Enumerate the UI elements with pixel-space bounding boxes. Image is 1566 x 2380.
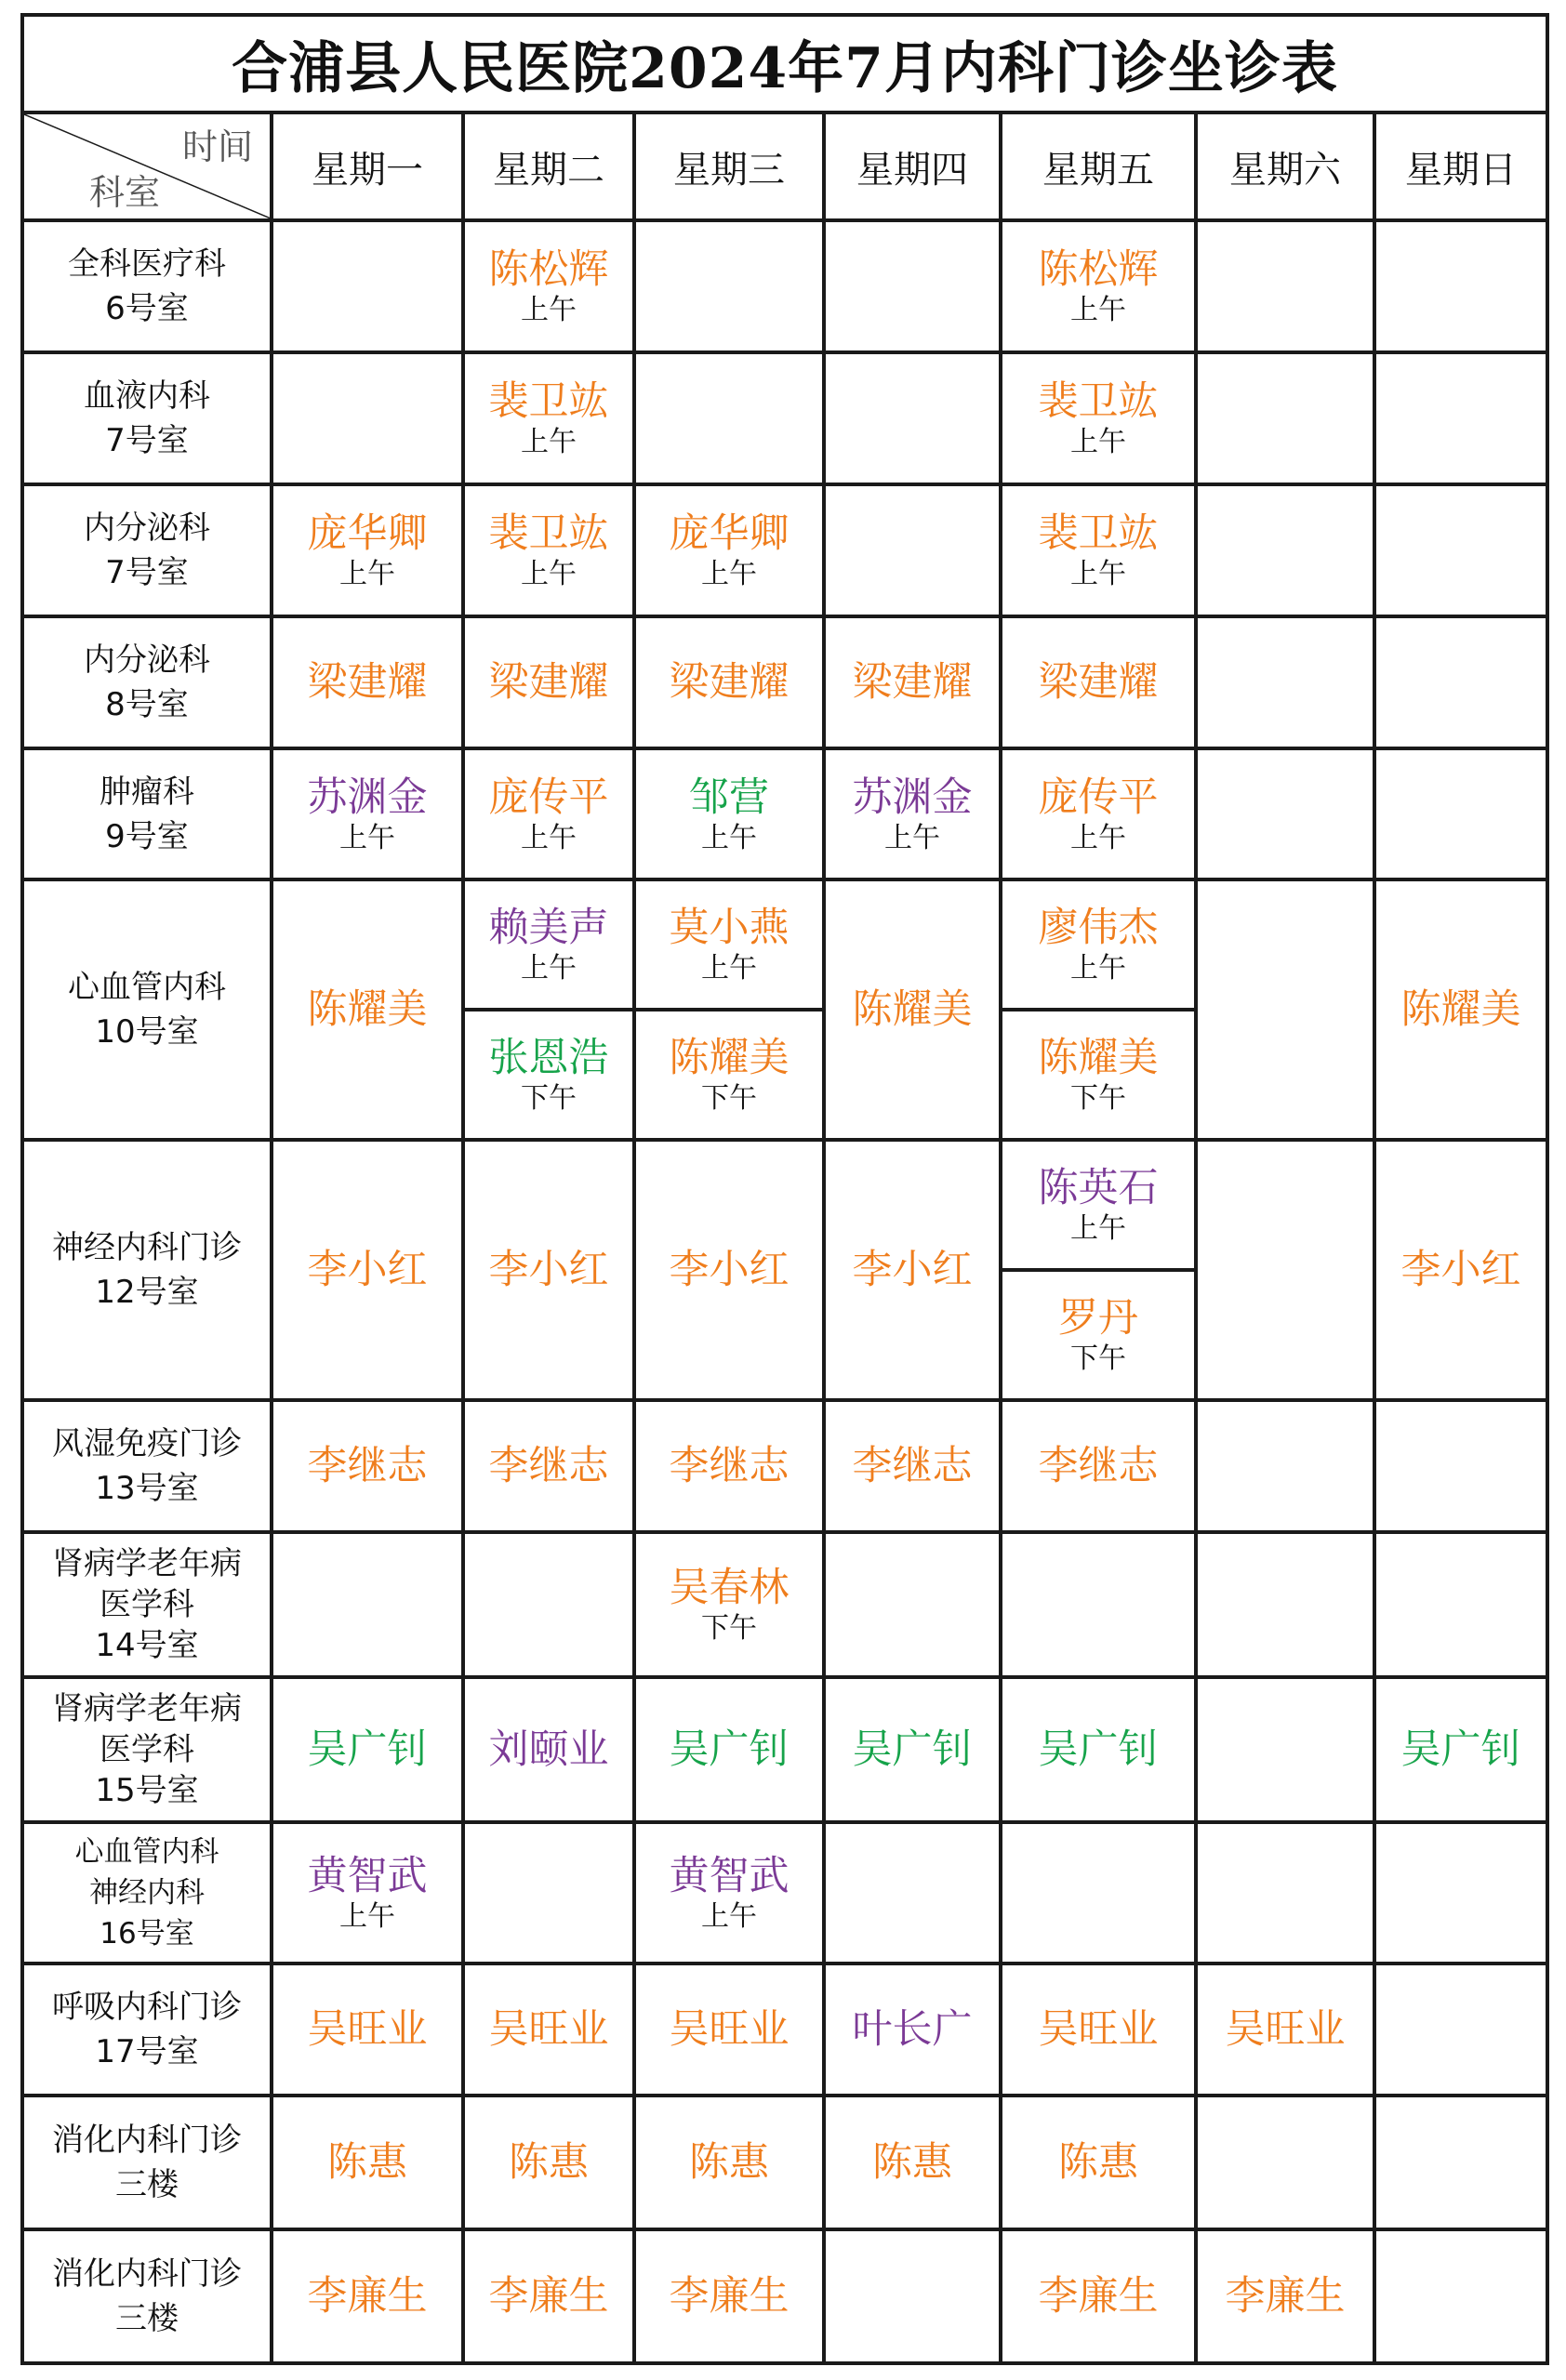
schedule-cell: [1196, 1140, 1374, 1400]
schedule-cell: [824, 1400, 1001, 1532]
schedule-cell: [1374, 2096, 1547, 2229]
schedule-row: [22, 484, 1547, 616]
schedule-cell: [1374, 484, 1547, 616]
schedule-cell: [824, 1964, 1001, 2096]
schedule-cell: [1374, 1964, 1547, 2096]
department-label-line: 医学科: [100, 1731, 194, 1769]
department-label-line: 消化内科门诊: [52, 2254, 242, 2293]
session-time: 上午: [339, 821, 395, 854]
doctor-name: 叶长广: [852, 2006, 973, 2054]
session-time: 下午: [701, 1611, 757, 1645]
department-label-line: 9号室: [105, 817, 189, 855]
schedule-cell: [634, 352, 824, 484]
schedule-cell: [634, 879, 824, 1010]
schedule-row: [22, 879, 1547, 1010]
schedule-cell: [272, 1532, 463, 1677]
session-time: 上午: [521, 293, 577, 326]
schedule-cell: [463, 748, 634, 880]
day-header: 星期五: [1001, 112, 1196, 220]
doctor-name: 李廉生: [307, 2272, 428, 2320]
schedule-cell: [1001, 748, 1196, 880]
schedule-cell: [1196, 1964, 1374, 2096]
doctor-name: 张恩浩: [488, 1035, 609, 1082]
session-time: 上午: [339, 557, 395, 590]
doctor-name: 陈松辉: [488, 245, 609, 293]
session-time: 下午: [1070, 1342, 1126, 1376]
doctor-name: 苏渊金: [852, 774, 973, 821]
header-row: [22, 112, 1547, 220]
schedule-row: [22, 220, 1547, 352]
schedule-cell: [1196, 1532, 1374, 1677]
department-label-line: 心血管内科: [68, 969, 226, 1007]
schedule-cell: [1196, 616, 1374, 748]
session-time: 下午: [521, 1082, 577, 1116]
schedule-row: [22, 1964, 1547, 2096]
doctor-name: 梁建耀: [1038, 658, 1159, 706]
doctor-name: 吴广钊: [669, 1726, 790, 1774]
department-label-line: 风湿免疫门诊: [52, 1424, 242, 1462]
session-time: 上午: [521, 557, 577, 590]
schedule-cell: [272, 484, 463, 616]
department-label-line: 17号室: [95, 2033, 199, 2071]
schedule-cell: [824, 616, 1001, 748]
schedule-cell: [1196, 1677, 1374, 1822]
doctor-name: 吴广钊: [852, 1726, 973, 1774]
doctor-name: 吴旺业: [1225, 2006, 1346, 2054]
department-label-line: 全科医疗科: [68, 245, 226, 283]
schedule-cell: [1196, 1400, 1374, 1532]
doctor-name: 陈惠: [1058, 2138, 1138, 2186]
doctor-name: 李继志: [488, 1442, 609, 1489]
schedule-cell: [1001, 1270, 1196, 1400]
schedule-cell: [634, 2229, 824, 2363]
doctor-name: 邹营: [689, 774, 769, 821]
doctor-name: 陈惠: [872, 2138, 952, 2186]
schedule-cell: [272, 879, 463, 1140]
doctor-name: 李廉生: [488, 2272, 609, 2320]
schedule-cell: [272, 1400, 463, 1532]
schedule-cell: [634, 2096, 824, 2229]
day-header: 星期六: [1196, 112, 1374, 220]
doctor-name: 裴卫竑: [488, 509, 609, 557]
schedule-cell: [1001, 879, 1196, 1010]
schedule-cell: [1001, 484, 1196, 616]
doctor-name: 李廉生: [1038, 2272, 1159, 2320]
schedule-cell: [1374, 1140, 1547, 1400]
department-label-line: 内分泌科: [84, 641, 210, 679]
department-cell: [22, 879, 272, 1140]
schedule-row: [22, 352, 1547, 484]
doctor-name: 李小红: [669, 1247, 790, 1294]
schedule-cell: [634, 484, 824, 616]
schedule-cell: [1001, 2096, 1196, 2229]
department-label-line: 15号室: [95, 1772, 199, 1810]
doctor-name: 苏渊金: [307, 774, 428, 821]
schedule-cell: [824, 352, 1001, 484]
department-cell: [22, 1822, 272, 1964]
doctor-name: 黄智武: [307, 1853, 428, 1900]
schedule-cell: [824, 879, 1001, 1140]
department-cell: [22, 748, 272, 880]
schedule-cell: [1001, 1964, 1196, 2096]
doctor-name: 廖伟杰: [1038, 905, 1159, 952]
schedule-cell: [272, 1140, 463, 1400]
department-cell: [22, 616, 272, 748]
doctor-name: 陈惠: [327, 2138, 407, 2186]
corner-dept-label: 科室: [89, 171, 161, 213]
doctor-name: 陈耀美: [669, 1035, 790, 1082]
department-label-line: 呼吸内科门诊: [52, 1989, 242, 2027]
department-cell: [22, 1677, 272, 1822]
doctor-name: 陈耀美: [1400, 986, 1521, 1034]
department-label-line: 7号室: [105, 421, 189, 459]
schedule-cell: [463, 1677, 634, 1822]
schedule-cell: [1001, 1532, 1196, 1677]
doctor-name: 梁建耀: [669, 658, 790, 706]
corner-cell: [22, 112, 272, 220]
schedule-cell: [463, 1400, 634, 1532]
doctor-name: 刘颐业: [488, 1726, 609, 1774]
schedule-cell: [1374, 1822, 1547, 1964]
schedule-cell: [634, 748, 824, 880]
session-time: 上午: [1070, 557, 1126, 590]
schedule-cell: [634, 616, 824, 748]
session-time: 上午: [701, 821, 757, 854]
schedule-cell: [1001, 2229, 1196, 2363]
doctor-name: 吴旺业: [488, 2006, 609, 2054]
schedule-cell: [824, 2229, 1001, 2363]
session-time: 上午: [701, 952, 757, 985]
doctor-name: 庞华卿: [669, 509, 790, 557]
department-cell: [22, 1140, 272, 1400]
schedule-cell: [1374, 1532, 1547, 1677]
doctor-name: 陈英石: [1038, 1165, 1159, 1212]
department-cell: [22, 352, 272, 484]
session-time: 上午: [521, 952, 577, 985]
schedule-cell: [1196, 2229, 1374, 2363]
doctor-name: 吴广钊: [1400, 1726, 1521, 1774]
doctor-name: 陈惠: [689, 2138, 769, 2186]
schedule-cell: [1196, 1822, 1374, 1964]
schedule-cell: [824, 2096, 1001, 2229]
schedule-row: [22, 2096, 1547, 2229]
schedule-row: [22, 1677, 1547, 1822]
session-time: 下午: [701, 1082, 757, 1116]
session-time: 上午: [521, 821, 577, 854]
department-label-line: 8号室: [105, 685, 189, 723]
schedule-cell: [272, 1964, 463, 2096]
schedule-row: [22, 1400, 1547, 1532]
schedule-cell: [272, 220, 463, 352]
doctor-name: 李继志: [307, 1442, 428, 1489]
schedule-cell: [463, 1964, 634, 2096]
doctor-name: 裴卫竑: [488, 377, 609, 425]
schedule-cell: [272, 1822, 463, 1964]
doctor-name: 梁建耀: [307, 658, 428, 706]
department-cell: [22, 484, 272, 616]
schedule-cell: [634, 220, 824, 352]
department-cell: [22, 220, 272, 352]
doctor-name: 李小红: [307, 1247, 428, 1294]
doctor-name: 李廉生: [669, 2272, 790, 2320]
department-label-line: 肿瘤科: [100, 773, 194, 811]
department-label-line: 肾病学老年病: [52, 1690, 242, 1728]
schedule-cell: [463, 352, 634, 484]
doctor-name: 吴春林: [669, 1564, 790, 1611]
day-header: 星期二: [463, 112, 634, 220]
day-header: 星期日: [1374, 112, 1547, 220]
doctor-name: 李继志: [852, 1442, 973, 1489]
schedule-cell: [634, 1822, 824, 1964]
schedule-cell: [1374, 2229, 1547, 2363]
schedule-row: [22, 1822, 1547, 1964]
schedule-cell: [463, 616, 634, 748]
department-label-line: 12号室: [95, 1274, 199, 1312]
department-label-line: 神经内科门诊: [52, 1229, 242, 1267]
schedule-cell: [1196, 879, 1374, 1140]
day-header: 星期三: [634, 112, 824, 220]
doctor-name: 李继志: [669, 1442, 790, 1489]
corner-time-label: 时间: [181, 126, 253, 168]
doctor-name: 陈耀美: [852, 986, 973, 1034]
doctor-name: 吴旺业: [307, 2006, 428, 2054]
department-label-line: 血液内科: [84, 377, 210, 415]
day-header: 星期一: [272, 112, 463, 220]
schedule-cell: [634, 1964, 824, 2096]
schedule-row: [22, 616, 1547, 748]
schedule-sheet: [20, 13, 1546, 2365]
doctor-name: 裴卫竑: [1038, 377, 1159, 425]
department-label-line: 三楼: [115, 2299, 179, 2337]
department-label-line: 16号室: [100, 1917, 194, 1951]
doctor-name: 梁建耀: [488, 658, 609, 706]
department-label-line: 10号室: [95, 1013, 199, 1051]
doctor-name: 庞华卿: [307, 509, 428, 557]
department-label-line: 肾病学老年病: [52, 1544, 242, 1582]
department-label-line: 14号室: [95, 1626, 199, 1664]
doctor-name: 李小红: [852, 1247, 973, 1294]
schedule-cell: [1374, 352, 1547, 484]
doctor-name: 陈耀美: [307, 986, 428, 1034]
schedule-cell: [463, 1532, 634, 1677]
doctor-name: 庞传平: [1038, 774, 1159, 821]
doctor-name: 陈惠: [509, 2138, 589, 2186]
department-label-line: 神经内科: [89, 1876, 205, 1911]
schedule-cell: [634, 1677, 824, 1822]
schedule-cell: [1374, 1677, 1547, 1822]
doctor-name: 吴广钊: [307, 1726, 428, 1774]
doctor-name: 梁建耀: [852, 658, 973, 706]
schedule-cell: [463, 1010, 634, 1140]
doctor-name: 李继志: [1038, 1442, 1159, 1489]
schedule-cell: [272, 2096, 463, 2229]
session-time: 上午: [339, 1900, 395, 1934]
schedule-cell: [463, 220, 634, 352]
session-time: 上午: [1070, 952, 1126, 985]
schedule-cell: [634, 1140, 824, 1400]
doctor-name: 陈耀美: [1038, 1035, 1159, 1082]
schedule-cell: [1196, 2096, 1374, 2229]
schedule-cell: [1196, 748, 1374, 880]
doctor-name: 庞传平: [488, 774, 609, 821]
schedule-row: [22, 2229, 1547, 2363]
doctor-name: 吴旺业: [1038, 2006, 1159, 2054]
schedule-cell: [463, 484, 634, 616]
schedule-table: [20, 13, 1549, 2365]
schedule-cell: [1001, 1822, 1196, 1964]
doctor-name: 黄智武: [669, 1853, 790, 1900]
doctor-name: 李小红: [1400, 1247, 1521, 1294]
page-title: 合浦县人民医院2024年7月内科门诊坐诊表: [22, 15, 1547, 112]
schedule-cell: [463, 1822, 634, 1964]
schedule-cell: [272, 2229, 463, 2363]
session-time: 上午: [884, 821, 940, 854]
schedule-row: [22, 1140, 1547, 1270]
schedule-cell: [824, 1532, 1001, 1677]
schedule-cell: [1001, 1140, 1196, 1270]
department-label-line: 13号室: [95, 1469, 199, 1507]
schedule-cell: [1001, 616, 1196, 748]
title-row: [22, 15, 1547, 112]
session-time: 上午: [1070, 821, 1126, 854]
schedule-cell: [634, 1532, 824, 1677]
schedule-cell: [1374, 879, 1547, 1140]
department-label-line: 7号室: [105, 553, 189, 591]
schedule-cell: [1374, 1400, 1547, 1532]
schedule-cell: [1001, 1400, 1196, 1532]
schedule-cell: [272, 1677, 463, 1822]
doctor-name: 李小红: [488, 1247, 609, 1294]
schedule-cell: [272, 748, 463, 880]
schedule-cell: [1196, 220, 1374, 352]
session-time: 上午: [1070, 293, 1126, 326]
schedule-cell: [1001, 1010, 1196, 1140]
schedule-cell: [824, 1677, 1001, 1822]
department-cell: [22, 2096, 272, 2229]
schedule-cell: [1001, 1677, 1196, 1822]
doctor-name: 吴广钊: [1038, 1726, 1159, 1774]
schedule-cell: [1001, 220, 1196, 352]
session-time: 下午: [1070, 1082, 1126, 1116]
schedule-cell: [824, 1140, 1001, 1400]
schedule-cell: [463, 1140, 634, 1400]
doctor-name: 裴卫竑: [1038, 509, 1159, 557]
session-time: 上午: [701, 557, 757, 590]
department-label-line: 三楼: [115, 2165, 179, 2203]
schedule-cell: [1374, 220, 1547, 352]
department-cell: [22, 1400, 272, 1532]
schedule-cell: [463, 2229, 634, 2363]
department-label-line: 6号室: [105, 289, 189, 327]
doctor-name: 莫小燕: [669, 905, 790, 952]
department-cell: [22, 1532, 272, 1677]
schedule-cell: [824, 484, 1001, 616]
session-time: 上午: [521, 425, 577, 458]
department-label-line: 消化内科门诊: [52, 2121, 242, 2159]
session-time: 上午: [1070, 425, 1126, 458]
department-cell: [22, 1964, 272, 2096]
schedule-row: [22, 748, 1547, 880]
schedule-cell: [634, 1010, 824, 1140]
schedule-row: [22, 1532, 1547, 1677]
schedule-cell: [1196, 484, 1374, 616]
department-label-line: 医学科: [100, 1585, 194, 1623]
schedule-cell: [824, 1822, 1001, 1964]
session-time: 上午: [1070, 1212, 1126, 1246]
schedule-cell: [824, 220, 1001, 352]
schedule-cell: [463, 879, 634, 1010]
schedule-cell: [1001, 352, 1196, 484]
day-header: 星期四: [824, 112, 1001, 220]
schedule-cell: [463, 2096, 634, 2229]
doctor-name: 赖美声: [488, 905, 609, 952]
doctor-name: 吴旺业: [669, 2006, 790, 2054]
schedule-cell: [634, 1400, 824, 1532]
doctor-name: 李廉生: [1225, 2272, 1346, 2320]
department-label-line: 内分泌科: [84, 509, 210, 547]
doctor-name: 陈松辉: [1038, 245, 1159, 293]
schedule-cell: [272, 352, 463, 484]
schedule-cell: [824, 748, 1001, 880]
doctor-name: 罗丹: [1058, 1295, 1138, 1342]
session-time: 上午: [701, 1900, 757, 1934]
schedule-cell: [272, 616, 463, 748]
schedule-cell: [1196, 352, 1374, 484]
schedule-cell: [1374, 748, 1547, 880]
department-cell: [22, 2229, 272, 2363]
department-label-line: 心血管内科: [74, 1835, 219, 1870]
schedule-cell: [1374, 616, 1547, 748]
